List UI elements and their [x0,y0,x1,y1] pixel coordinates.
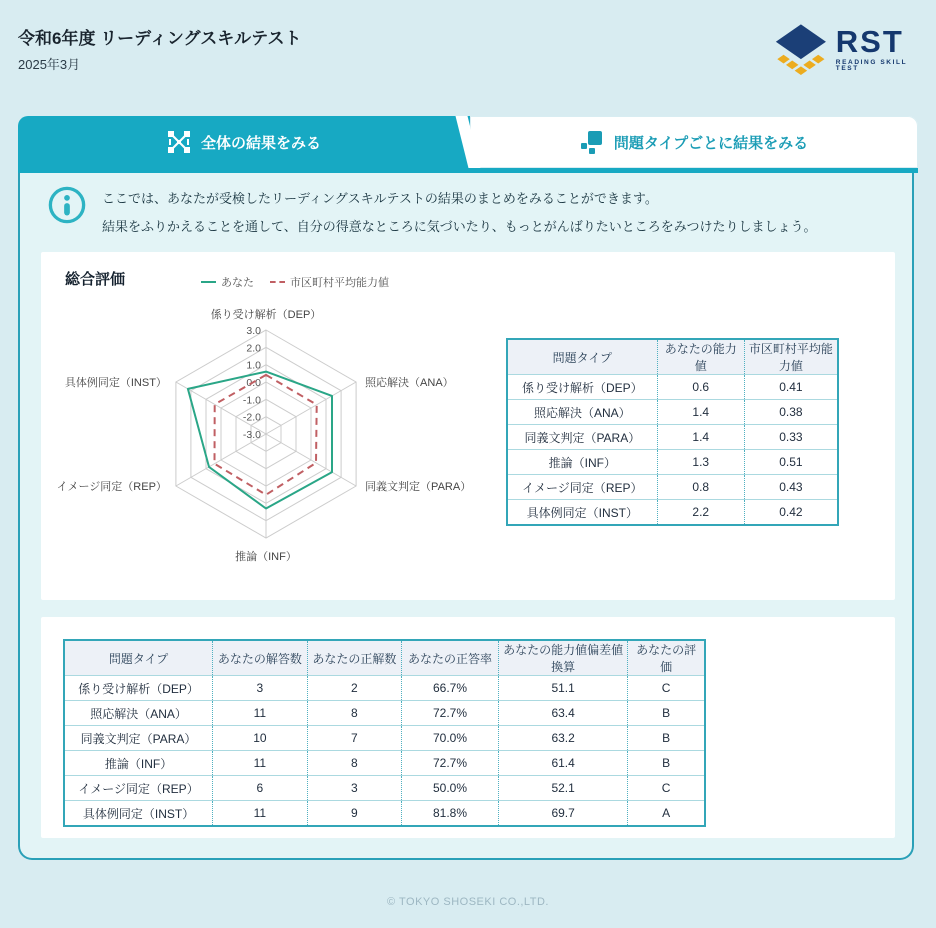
grouped-squares-icon [580,130,604,154]
table-cell: 係り受け解析（DEP） [507,375,657,400]
table-row [64,701,705,726]
results-container [18,173,914,860]
svg-text:照応解決（ANA）: 照応解決（ANA） [365,377,454,389]
table-row [64,751,705,776]
table-cell: 2 [307,676,401,701]
page-title: 令和6年度 リーディングスキルテスト [18,29,302,48]
table-cell: 係り受け解析（DEP） [64,676,213,701]
table-cell: 3 [307,776,401,801]
table-cell: 9 [307,801,401,827]
table-cell: イメージ同定（REP） [64,776,213,801]
table-cell: B [628,701,705,726]
table-cell: 11 [213,801,308,827]
column-header: あなたの正解数 [307,640,401,676]
svg-text:係り受け解析（DEP）: 係り受け解析（DEP） [210,309,322,321]
tab-overall-label: 全体の結果をみる [200,134,321,152]
table-cell: C [628,776,705,801]
table-cell: 61.4 [498,751,627,776]
svg-text:2.0: 2.0 [246,342,261,355]
table-cell: B [628,726,705,751]
table-row [507,400,838,425]
column-header: 問題タイプ [64,640,213,676]
table-cell: 63.4 [498,701,627,726]
tab-overall-results[interactable] [18,116,470,168]
table-cell: 8 [307,701,401,726]
tab-bar [18,116,918,173]
table-cell: 0.38 [744,400,838,425]
table-row [64,676,705,701]
svg-text:-2.0: -2.0 [242,411,261,424]
column-header: 問題タイプ [507,339,657,375]
footer-copyright: © TOKYO SHOSEKI CO.,LTD. [387,896,549,908]
table-cell: 推論（INF） [64,751,213,776]
rst-logo [772,16,924,82]
table-cell: 0.33 [744,425,838,450]
table-cell: A [662,806,671,820]
table-cell: C [628,676,705,701]
table-cell: 0.43 [744,475,838,500]
rst-logo-wordmark: RST [835,23,904,59]
legend-swatch [270,281,285,283]
table-cell: 推論（INF） [507,450,657,475]
table-cell: 63.2 [498,726,627,751]
table-cell: 72.7% [402,751,499,776]
overall-evaluation-heading: 総合評価 [65,271,126,288]
tab-results-by-type[interactable] [470,116,918,168]
table-cell: 2.2 [657,500,744,526]
table-cell: B [628,751,705,776]
table-cell: 0.41 [744,375,838,400]
rst-logo-text [835,23,924,73]
info-line-1: ここでは、あなたが受検したリーディングスキルテストの結果のまとめをみることができます。 [102,191,658,206]
column-header: あなたの能力値 [657,339,744,375]
table-cell: 10 [213,726,308,751]
table-cell: 1.3 [657,450,744,475]
table-cell: 同義文判定（PARA） [64,726,213,751]
score-details-table [63,639,706,827]
table-cell: 81.8% [402,801,499,827]
rst-diamond-icon [772,19,830,79]
column-header: あなたの能力値偏差値換算 [498,640,627,676]
svg-text:同義文判定（PARA）: 同義文判定（PARA） [365,481,472,493]
score-table-header-row [64,640,705,676]
table-cell: 6 [213,776,308,801]
table-cell: 具体例同定（INST） [64,801,213,827]
column-header: あなたの正答率 [402,640,499,676]
svg-text:1.0: 1.0 [246,359,261,372]
table-row [507,475,838,500]
table-cell: 同義文判定（PARA） [507,425,657,450]
legend-label: あなた [221,277,254,289]
table-row [507,500,838,526]
table-cell: 8 [307,751,401,776]
overall-evaluation-panel [41,252,895,600]
table-cell: 69.7 [498,801,627,827]
column-header: あなたの評価 [628,640,705,676]
info-icon [48,186,86,224]
legend-label: 市区町村平均能力値 [290,277,389,289]
table-cell: 51.1 [498,676,627,701]
table-cell: 具体例同定（INST） [507,500,657,526]
test-date: 2025年3月 [18,57,81,72]
table-row [507,450,838,475]
table-cell: 0.6 [657,375,744,400]
table-row [507,375,838,400]
rst-logo-subtext: READING SKILL TEST [835,58,908,72]
ability-table-header-row [507,339,838,375]
tab-by-type-label: 問題タイプごとに結果をみる [613,134,809,152]
table-cell: 1.4 [657,425,744,450]
table-cell: 0.51 [744,450,838,475]
table-cell: 7 [307,726,401,751]
ability-values-table [506,338,839,526]
table-cell: 11 [213,701,308,726]
score-details-panel [41,617,895,838]
svg-text:推論（INF）: 推論（INF） [235,551,297,563]
table-cell: 0.8 [657,475,744,500]
svg-text:-3.0: -3.0 [242,429,261,441]
info-message [102,179,892,244]
svg-text:具体例同定（INST）: 具体例同定（INST） [64,377,167,389]
svg-text:-1.0: -1.0 [242,394,261,407]
table-cell: 72.7% [402,701,499,726]
table-cell: 52.1 [498,776,627,801]
table-cell: イメージ同定（REP） [507,475,657,500]
column-header: あなたの解答数 [213,640,308,676]
table-cell: 1.4 [657,400,744,425]
table-cell: 70.0% [402,726,499,751]
table-row [64,776,705,801]
table-cell: 照応解決（ANA） [507,400,657,425]
legend-swatch [201,281,216,283]
svg-text:0.0: 0.0 [246,377,261,389]
table-row [507,425,838,450]
radar-chart-icon [167,130,191,154]
table-cell: 3 [213,676,308,701]
table-cell: 照応解決（ANA） [64,701,213,726]
info-line-2: 結果をふりかえることを通して、自分の得意なところに気づいたり、もっとがんばりたいところをみつけたりしましょう。 [102,219,817,234]
table-row [64,801,705,827]
table-cell: 0.42 [779,505,803,519]
radar-chart [51,288,521,593]
table-cell: 66.7% [402,676,499,701]
column-header: 市区町村平均能力値 [744,339,838,375]
table-row [64,726,705,751]
svg-text:3.0: 3.0 [246,325,261,337]
radar-chart-svg [51,288,521,593]
svg-text:イメージ同定（REP）: イメージ同定（REP） [56,481,167,493]
table-cell: 11 [213,751,308,776]
table-cell: 50.0% [402,776,499,801]
